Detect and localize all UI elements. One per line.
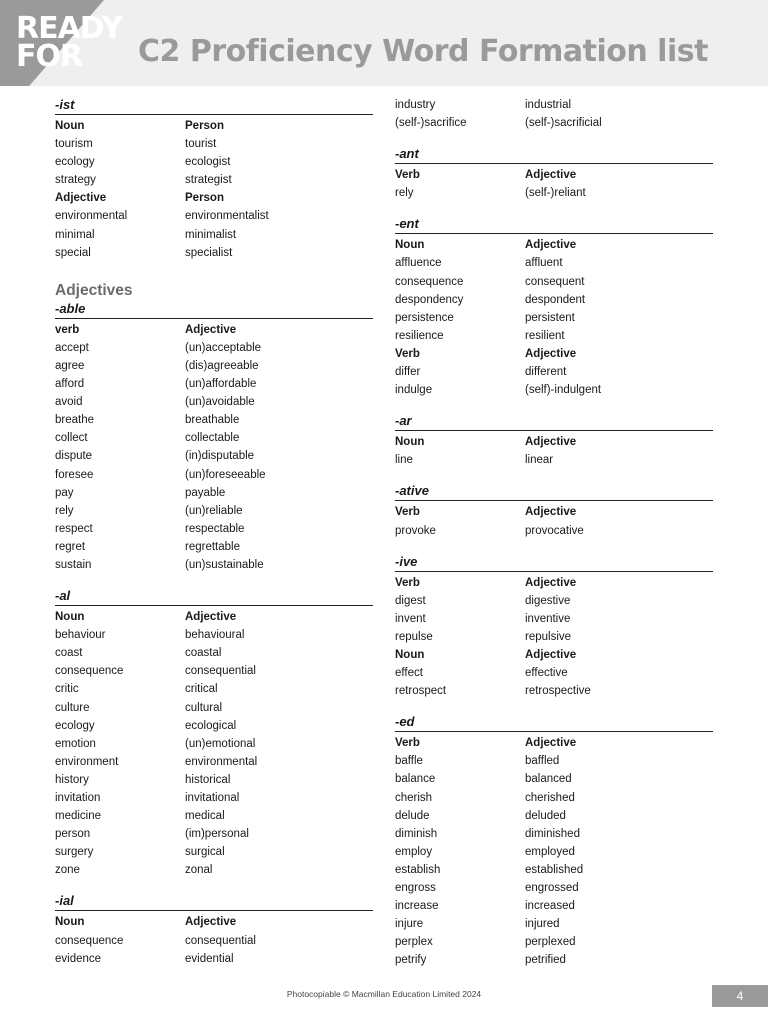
derived-word: coastal: [185, 647, 222, 660]
word-row: [55, 520, 373, 538]
base-word: pay: [55, 486, 74, 499]
word-row: [395, 273, 713, 291]
adjectives-heading: Adjectives: [55, 281, 133, 299]
derived-word: injured: [525, 918, 560, 931]
word-row: [55, 950, 373, 968]
word-row: [55, 135, 373, 153]
derived-word: Person: [185, 120, 224, 132]
derived-word: (im)personal: [185, 828, 249, 841]
derived-word: increased: [525, 900, 575, 913]
section-title: -ar: [395, 412, 713, 431]
derived-word: Adjective: [525, 347, 577, 360]
word-row: [395, 381, 713, 399]
logo-line1: READY: [16, 11, 123, 46]
word-row: [395, 522, 713, 540]
column-header-row: [395, 734, 713, 752]
section-ive: [395, 553, 713, 701]
derived-word: baffled: [525, 755, 560, 768]
word-row: [55, 226, 373, 244]
column-header-row: [395, 236, 713, 254]
derived-word: (self-)sacrificial: [525, 117, 602, 130]
base-word: industry: [395, 99, 436, 111]
page-number: 4: [712, 985, 768, 1007]
base-word: Noun: [55, 611, 85, 624]
word-row: [395, 770, 713, 788]
left-column: [55, 96, 373, 981]
base-word: Noun: [55, 916, 85, 929]
word-row: [55, 699, 373, 717]
derived-word: provocative: [525, 524, 584, 537]
derived-word: consequential: [185, 665, 256, 678]
derived-word: employed: [525, 845, 575, 858]
right-column: [395, 96, 713, 982]
base-word: avoid: [55, 396, 83, 409]
derived-word: (un)avoidable: [185, 396, 255, 409]
derived-word: linear: [525, 454, 554, 467]
derived-word: resilient: [525, 329, 565, 342]
derived-word: respectable: [185, 522, 245, 535]
word-row: [55, 807, 373, 825]
base-word: verb: [55, 323, 80, 336]
base-word: increase: [395, 900, 439, 913]
derived-word: (un)emotional: [185, 737, 256, 750]
word-row: [395, 752, 713, 770]
derived-word: historical: [185, 773, 231, 786]
column-header-row: [55, 117, 373, 135]
derived-word: collectable: [185, 432, 240, 445]
column-header-row: [55, 321, 373, 339]
derived-word: (un)affordable: [185, 378, 257, 391]
word-row: [55, 735, 373, 753]
word-row: [395, 254, 713, 272]
base-word: baffle: [395, 755, 423, 768]
derived-word: inventive: [525, 612, 571, 625]
base-word: line: [395, 454, 413, 467]
word-row: [395, 327, 713, 345]
word-row: [55, 644, 373, 662]
derived-word: deluded: [525, 809, 566, 822]
word-row: [55, 932, 373, 950]
derived-word: environmental: [185, 755, 258, 768]
word-row: [55, 502, 373, 520]
section-continued: [395, 96, 713, 132]
word-row: [395, 451, 713, 469]
base-word: ecology: [55, 156, 95, 169]
word-row: [55, 556, 373, 574]
derived-word: cherished: [525, 791, 575, 804]
base-word: employ: [395, 845, 433, 858]
base-word: consequence: [395, 275, 464, 288]
base-word: persistence: [395, 311, 454, 324]
word-row: [55, 171, 373, 189]
column-header-row: [55, 189, 373, 207]
derived-word: medical: [185, 810, 225, 823]
derived-word: Adjective: [525, 239, 577, 252]
base-word: history: [55, 773, 89, 786]
section-ed: [395, 713, 713, 969]
base-word: Noun: [55, 120, 85, 132]
word-row: [55, 411, 373, 429]
base-word: emotion: [55, 737, 96, 750]
base-word: despondency: [395, 293, 464, 306]
base-word: respect: [55, 522, 93, 535]
base-word: Adjective: [55, 192, 107, 205]
word-row: [55, 680, 373, 698]
base-word: culture: [55, 701, 90, 714]
derived-word: Adjective: [185, 916, 237, 929]
column-header-row: [395, 433, 713, 451]
column-header-row: [395, 345, 713, 363]
derived-word: surgical: [185, 846, 225, 859]
word-row: [55, 843, 373, 861]
derived-word: regrettable: [185, 540, 240, 553]
section-ant: [395, 145, 713, 202]
section-title: -able: [55, 300, 373, 319]
logo-line2: FOR: [16, 39, 83, 74]
derived-word: payable: [185, 486, 226, 499]
base-word: cherish: [395, 791, 433, 804]
derived-word: critical: [185, 683, 218, 696]
word-row: [395, 789, 713, 807]
section-title: -ed: [395, 713, 713, 732]
derived-word: industrial: [525, 99, 572, 111]
derived-word: breathable: [185, 414, 240, 427]
column-header-row: [55, 608, 373, 626]
base-word: digest: [395, 594, 426, 607]
base-word: minimal: [55, 228, 95, 241]
base-word: provoke: [395, 524, 436, 537]
derived-word: (self-)reliant: [525, 187, 586, 200]
base-word: Verb: [395, 576, 420, 589]
word-row: [395, 291, 713, 309]
base-word: foresee: [55, 468, 94, 481]
word-row: [395, 363, 713, 381]
page-title: C2 Proficiency Word Formation list: [138, 34, 708, 69]
column-header-row: [395, 503, 713, 521]
word-row: [55, 357, 373, 375]
section-title: -ive: [395, 553, 713, 572]
word-row: [55, 447, 373, 465]
word-row: [55, 861, 373, 879]
derived-word: (in)disputable: [185, 450, 255, 463]
section-able: [55, 300, 373, 574]
word-row: [55, 339, 373, 357]
base-word: special: [55, 246, 91, 259]
base-word: Verb: [395, 737, 420, 750]
derived-word: Adjective: [185, 323, 237, 336]
derived-word: behavioural: [185, 629, 245, 642]
word-row: [395, 915, 713, 933]
base-word: ecology: [55, 719, 95, 732]
derived-word: consequential: [185, 934, 256, 947]
derived-word: despondent: [525, 293, 586, 306]
word-row: [395, 843, 713, 861]
derived-word: different: [525, 366, 567, 379]
derived-word: established: [525, 863, 584, 876]
base-word: breathe: [55, 414, 95, 427]
derived-word: repulsive: [525, 630, 572, 643]
column-header-row: [395, 166, 713, 184]
derived-word: cultural: [185, 701, 223, 714]
base-word: resilience: [395, 329, 444, 342]
derived-word: affluent: [525, 257, 563, 270]
derived-word: effective: [525, 667, 568, 680]
derived-word: (un)sustainable: [185, 558, 264, 571]
derived-word: (dis)agreeable: [185, 359, 259, 372]
base-word: strategy: [55, 174, 96, 187]
base-word: accept: [55, 341, 89, 354]
derived-word: perplexed: [525, 936, 576, 949]
derived-word: ecologist: [185, 156, 231, 169]
base-word: delude: [395, 809, 430, 822]
word-row: [55, 244, 373, 262]
base-word: rely: [55, 504, 74, 517]
word-row: [395, 184, 713, 202]
base-word: Noun: [395, 436, 425, 449]
word-row: [395, 807, 713, 825]
base-word: medicine: [55, 810, 102, 823]
derived-word: Adjective: [525, 576, 577, 589]
derived-word: petrified: [525, 954, 566, 967]
page-header: [0, 0, 768, 86]
derived-word: specialist: [185, 246, 233, 259]
base-word: indulge: [395, 384, 433, 397]
base-word: surgery: [55, 846, 94, 859]
base-word: effect: [395, 667, 423, 680]
base-word: (self-)sacrifice: [395, 117, 467, 130]
section-ial: [55, 892, 373, 967]
base-word: Verb: [395, 506, 420, 519]
base-word: dispute: [55, 450, 93, 463]
base-word: injure: [395, 918, 424, 931]
base-word: agree: [55, 359, 85, 372]
base-word: collect: [55, 432, 88, 445]
base-word: repulse: [395, 630, 433, 643]
word-row: [395, 951, 713, 969]
derived-word: (un)reliable: [185, 504, 243, 517]
word-row: [55, 753, 373, 771]
derived-word: Adjective: [525, 169, 577, 182]
derived-word: environmentalist: [185, 210, 269, 223]
word-row: [395, 933, 713, 951]
derived-word: (un)acceptable: [185, 341, 262, 354]
base-word: regret: [55, 540, 86, 553]
word-row: [395, 114, 713, 132]
derived-word: Adjective: [525, 648, 577, 661]
word-row: [55, 825, 373, 843]
base-word: retrospect: [395, 685, 447, 698]
derived-word: persistent: [525, 311, 575, 324]
word-row: [55, 626, 373, 644]
derived-word: strategist: [185, 174, 232, 187]
word-row: [395, 861, 713, 879]
word-row: [55, 375, 373, 393]
base-word: afford: [55, 378, 85, 391]
section-title: -ist: [55, 96, 373, 115]
word-row: [395, 682, 713, 700]
section-title: -ative: [395, 482, 713, 501]
derived-word: Adjective: [185, 611, 237, 624]
derived-word: tourist: [185, 138, 217, 151]
word-row: [395, 628, 713, 646]
base-word: Noun: [395, 239, 425, 252]
derived-word: (self)-indulgent: [525, 384, 602, 397]
base-word: Verb: [395, 347, 420, 360]
base-word: environmental: [55, 210, 128, 223]
word-row: [55, 484, 373, 502]
base-word: affluence: [395, 257, 442, 270]
derived-word: Adjective: [525, 737, 577, 750]
base-word: invent: [395, 612, 426, 625]
word-row: [395, 610, 713, 628]
base-word: differ: [395, 366, 421, 379]
base-word: invitation: [55, 792, 101, 804]
word-row: [395, 96, 713, 114]
word-row: [55, 466, 373, 484]
base-word: rely: [395, 187, 414, 200]
footer-copyright: Photocopiable © Macmillan Education Limited 2024: [286, 989, 482, 999]
base-word: diminish: [395, 827, 438, 840]
word-row: [55, 789, 373, 807]
base-word: tourism: [55, 138, 93, 151]
section-al: [55, 587, 373, 879]
base-word: environment: [55, 755, 119, 768]
word-row: [55, 717, 373, 735]
section-title: -ial: [55, 892, 373, 911]
derived-word: Adjective: [525, 506, 577, 519]
base-word: critic: [55, 683, 79, 696]
column-header-row: [395, 646, 713, 664]
column-header-row: [395, 574, 713, 592]
base-word: engross: [395, 882, 436, 894]
derived-word: retrospective: [525, 685, 591, 698]
column-header-row: [55, 913, 373, 931]
base-word: Noun: [395, 648, 425, 661]
base-word: coast: [55, 647, 83, 660]
derived-word: diminished: [525, 827, 580, 840]
derived-word: invitational: [185, 792, 240, 804]
derived-word: ecological: [185, 719, 237, 732]
derived-word: balanced: [525, 773, 572, 786]
derived-word: evidential: [185, 952, 234, 965]
derived-word: minimalist: [185, 228, 237, 241]
base-word: consequence: [55, 934, 124, 947]
section-ar: [395, 412, 713, 469]
base-word: person: [55, 828, 91, 841]
section-title: -ent: [395, 215, 713, 234]
base-word: petrify: [395, 954, 427, 967]
section-ist: [55, 96, 373, 262]
derived-word: Person: [185, 192, 224, 205]
word-row: [395, 309, 713, 327]
base-word: Verb: [395, 169, 420, 182]
base-word: perplex: [395, 936, 433, 949]
derived-word: digestive: [525, 594, 571, 607]
derived-word: (un)foreseeable: [185, 468, 266, 481]
base-word: establish: [395, 863, 441, 876]
word-row: [55, 207, 373, 225]
base-word: zone: [55, 864, 80, 877]
word-row: [395, 825, 713, 843]
base-word: consequence: [55, 665, 124, 678]
word-row: [55, 538, 373, 556]
word-row: [55, 662, 373, 680]
section-title: -ant: [395, 145, 713, 164]
base-word: balance: [395, 773, 436, 786]
derived-word: zonal: [185, 864, 213, 877]
base-word: behaviour: [55, 629, 106, 642]
word-row: [395, 879, 713, 897]
base-word: sustain: [55, 558, 92, 571]
section-title: -al: [55, 587, 373, 606]
word-row: [395, 897, 713, 915]
word-row: [55, 393, 373, 411]
word-row: [55, 429, 373, 447]
word-row: [55, 153, 373, 171]
section-ent: [395, 215, 713, 399]
derived-word: Adjective: [525, 436, 577, 449]
word-row: [395, 664, 713, 682]
word-row: [55, 771, 373, 789]
word-row: [395, 592, 713, 610]
base-word: evidence: [55, 952, 102, 965]
derived-word: engrossed: [525, 882, 579, 894]
section-ative: [395, 482, 713, 539]
derived-word: consequent: [525, 275, 585, 288]
